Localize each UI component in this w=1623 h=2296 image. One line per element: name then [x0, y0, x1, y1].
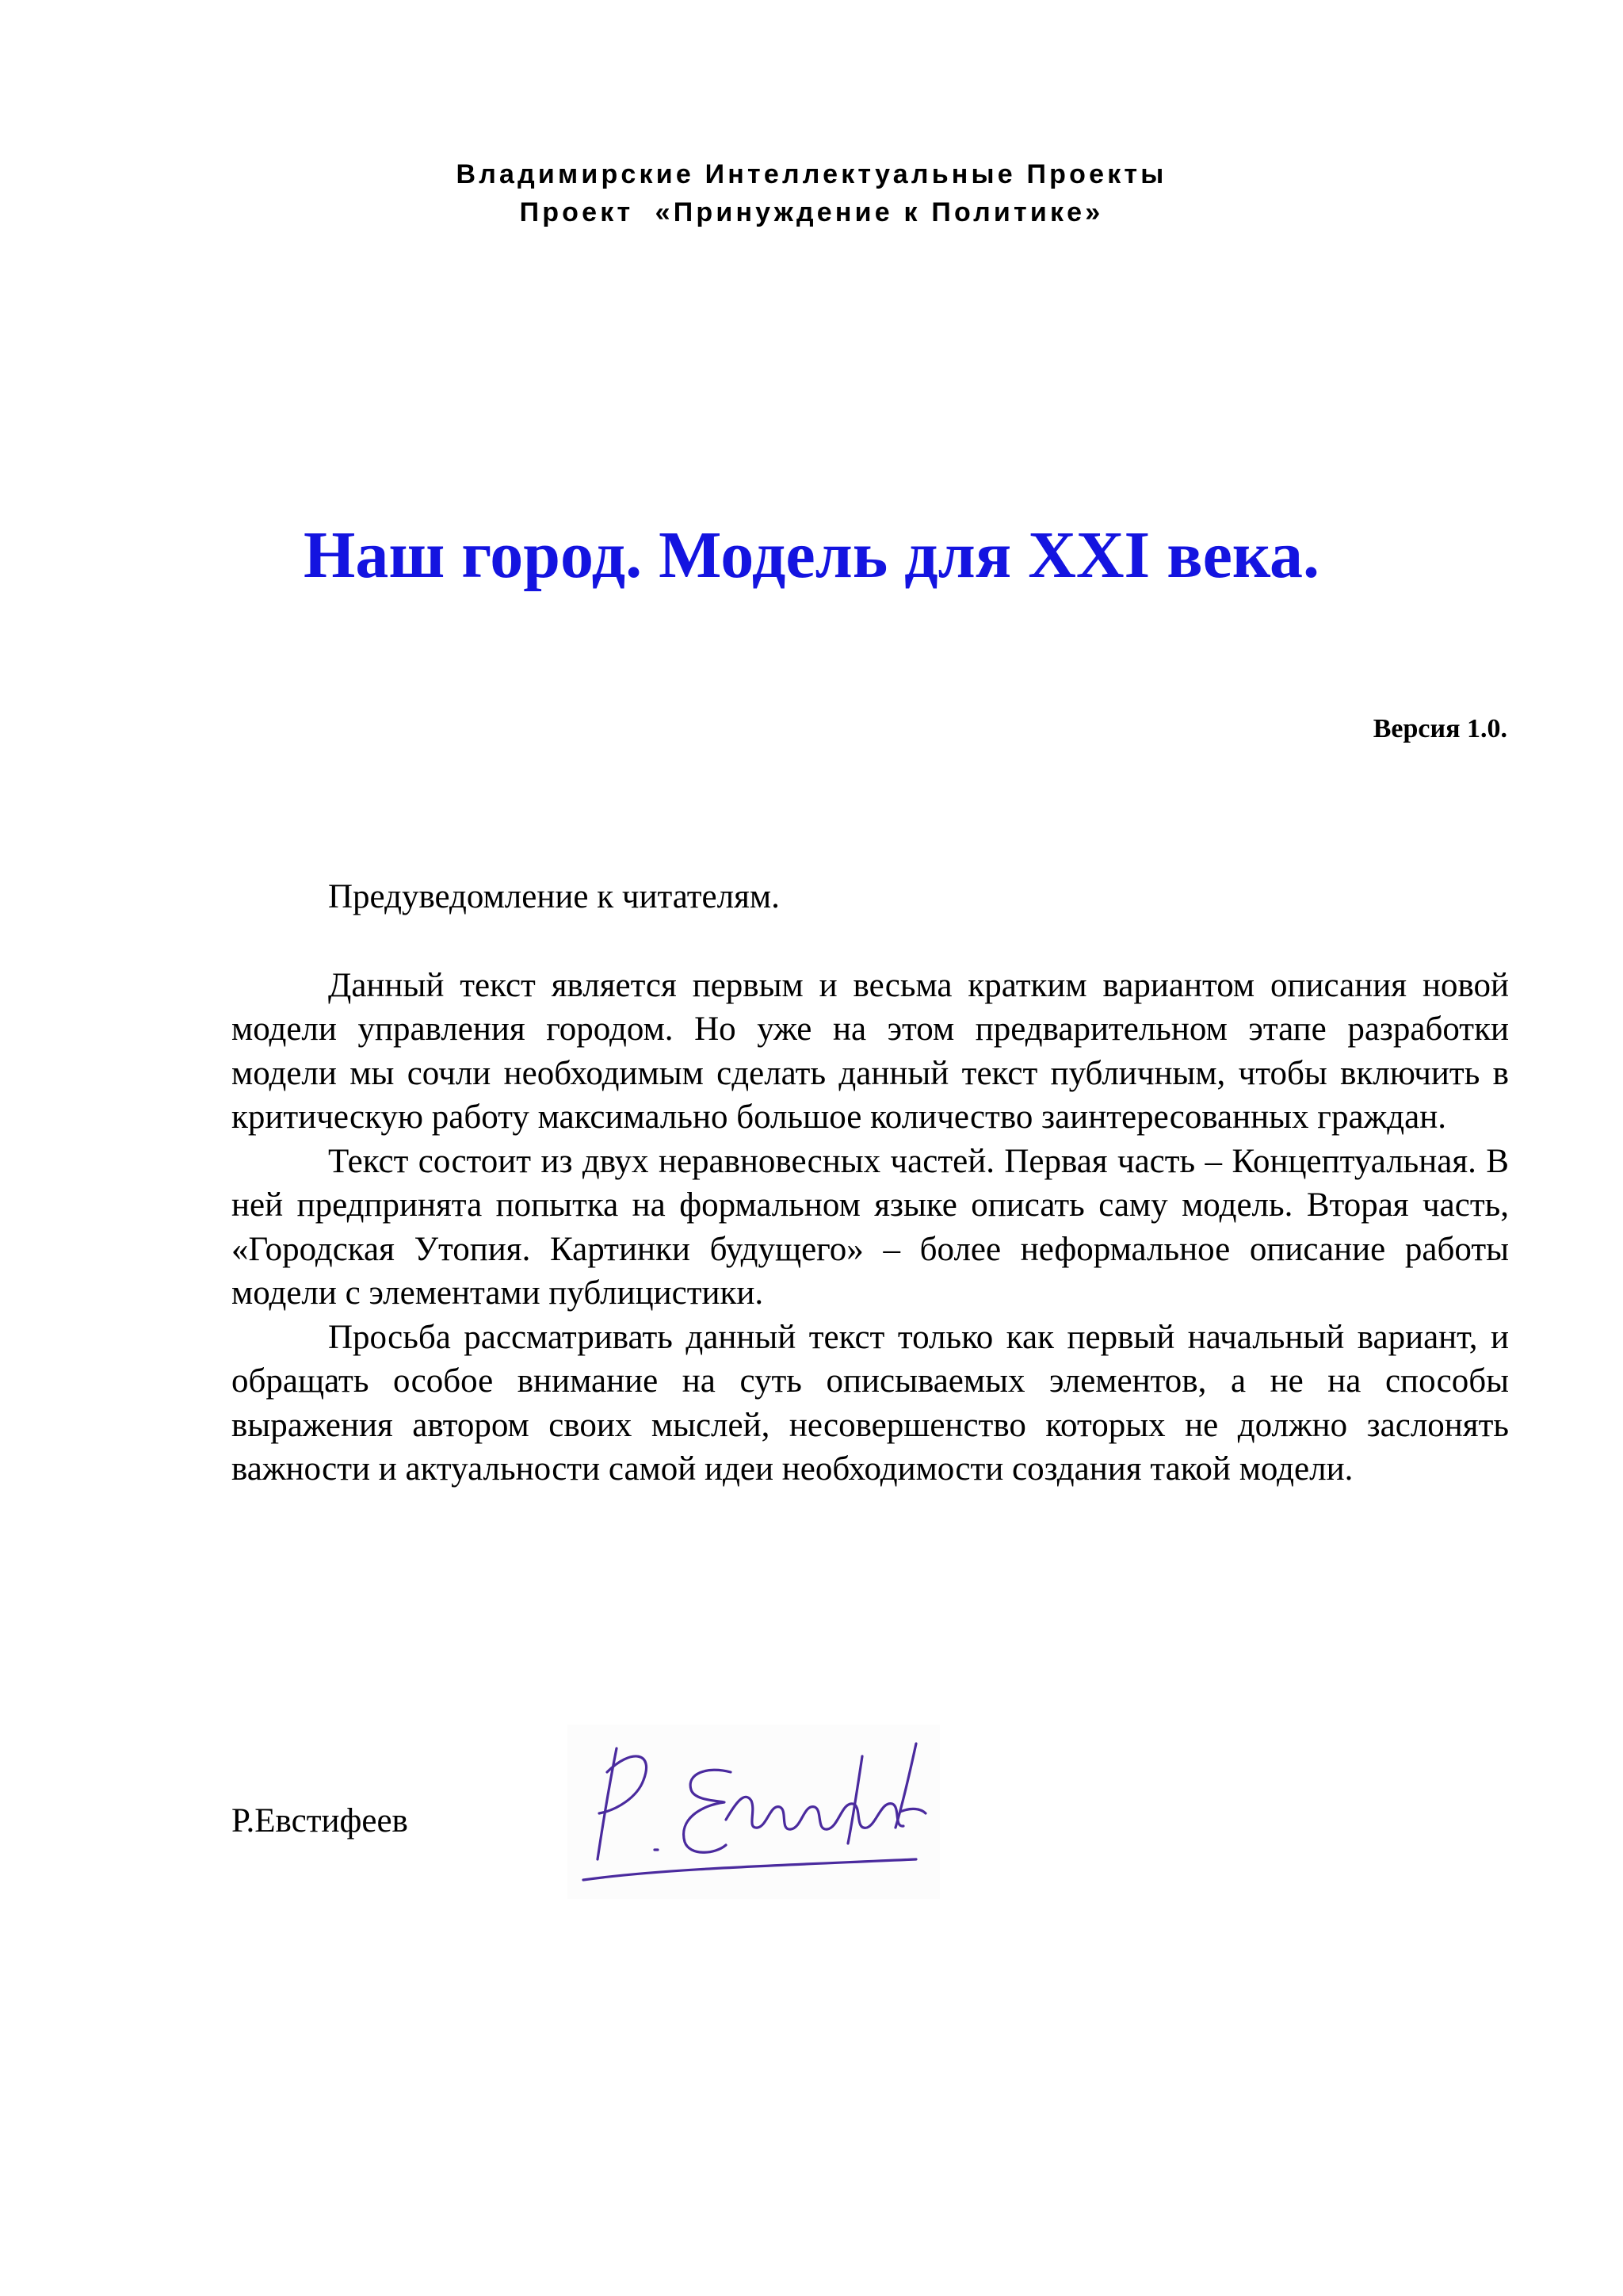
- signature-image: [567, 1725, 940, 1899]
- preface-heading: Предуведомление к читателям.: [328, 878, 780, 915]
- paragraph-1: Данный текст является первым и весьма кратким вариантом описания новой модели управления городом. Но уже на этом предварительном этапе разработки модели мы сочли необходимым сделать данный текст публичным, чтобы включить в критическую работу максимально большое количество заинтересованных граждан.: [231, 966, 1509, 1136]
- organization-name: Владимирские Интеллектуальные Проекты: [456, 159, 1167, 189]
- document-body: [231, 875, 1509, 1492]
- version-label: Версия 1.0.: [1373, 714, 1507, 743]
- paragraph-2: Текст состоит из двух неравновесных частей. Первая часть – Концептуальная. В ней предпринята попытка на формальном языке описать саму модель. Вторая часть, «Городская Утопия. Картинки будущего» – более неформальное описание работы модели с элементами публицистики.: [231, 1142, 1509, 1312]
- paragraph-3: Просьба рассматривать данный текст только как первый начальный вариант, и обращать особое внимание на суть описываемых элементов, а не на способы выражения автором своих мыслей, несовершенство которых не должно заслонять важности и актуальности самой идеи необходимости создания такой модели.: [231, 1318, 1509, 1488]
- author-name: Р.Евстифеев: [231, 1802, 408, 1839]
- document-title: Наш город. Модель для XXI века.: [303, 518, 1320, 592]
- project-name: Проект «Принуждение к Политике»: [519, 197, 1104, 227]
- signature-icon: [567, 1725, 940, 1899]
- organization-header: [0, 155, 1623, 231]
